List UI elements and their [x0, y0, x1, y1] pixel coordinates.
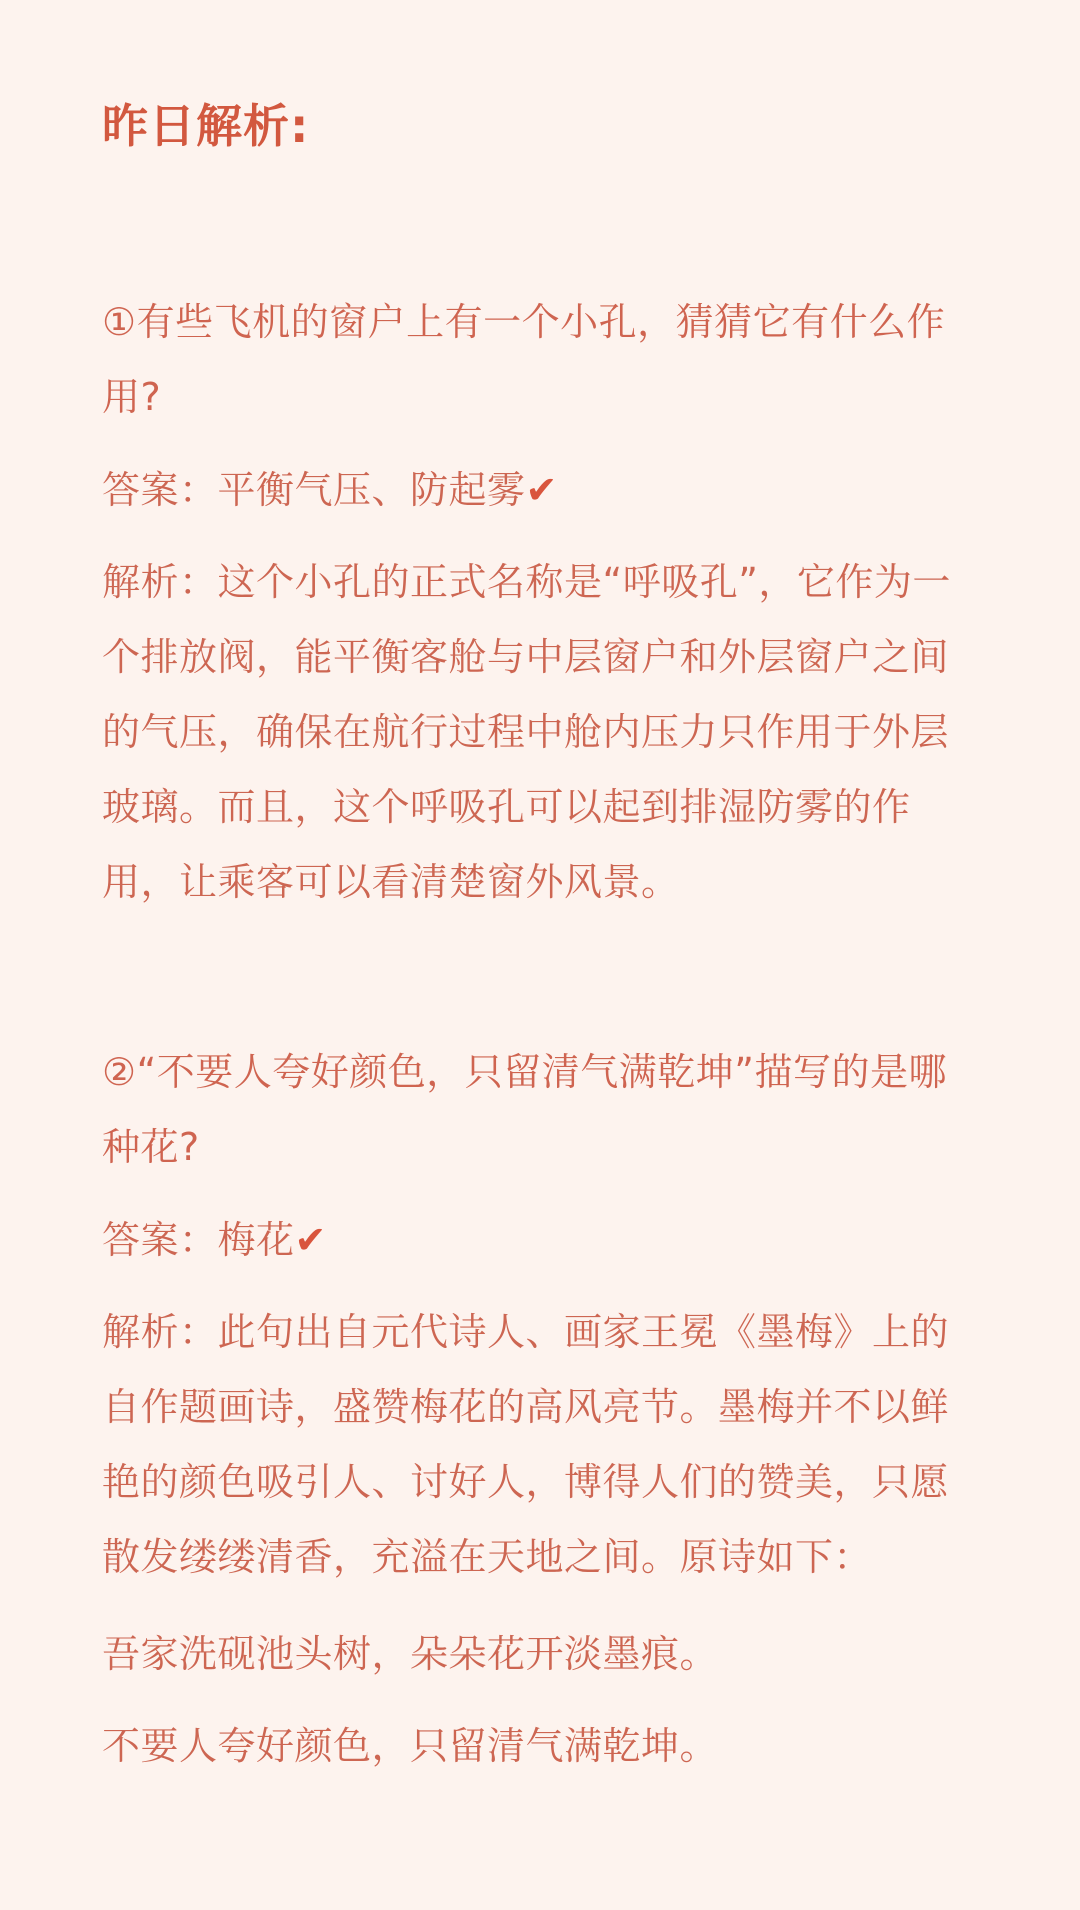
analysis-1-text: 解析：这个小孔的正式名称是“呼吸孔”，它作为一个排放阀，能平衡客舱与中层窗户和外层窗户之间的气压，确保在航行过程中舱内压力只作用于外层玻璃。而且，这个呼吸孔可以起到排湿防雾的作用，让乘客可以看清楚窗外风景。: [102, 560, 951, 904]
answer-2-text: 答案：梅花: [102, 1218, 295, 1262]
analysis-block-2: [102, 1295, 978, 1595]
analysis-block-1: [102, 545, 978, 920]
checkmark-icon: ✔: [525, 468, 558, 512]
page-title: 昨日解析:: [102, 99, 310, 153]
question-block-1: [102, 285, 978, 435]
answer-block-1: [102, 453, 978, 528]
answer-block-2: [102, 1203, 978, 1278]
answer-1: [102, 453, 978, 528]
answer-2: [102, 1203, 978, 1278]
question-block-2: [102, 1035, 978, 1185]
poem-line-2: 不要人夸好颜色，只留清气满乾坤。: [102, 1724, 719, 1768]
poem-line-1-block: [102, 1617, 978, 1692]
poem-line-2-block: [102, 1709, 978, 1784]
poem-line-1: 吾家洗砚池头树，朵朵花开淡墨痕。: [102, 1632, 719, 1676]
question-2-text: ②“不要人夸好颜色，只留清气满乾坤”描写的是哪种花?: [102, 1050, 947, 1169]
question-1-text: ①有些飞机的窗户上有一个小孔，猜猜它有什么作用?: [102, 300, 946, 419]
answer-1-text: 答案：平衡气压、防起雾: [102, 468, 526, 512]
checkmark-icon: ✔: [294, 1218, 327, 1262]
analysis-2-text: 解析：此句出自元代诗人、画家王冕《墨梅》上的自作题画诗，盛赞梅花的高风亮节。墨梅并不以鲜艳的颜色吸引人、讨好人，博得人们的赞美，只愿散发缕缕清香，充溢在天地之间。原诗如下：: [102, 1310, 950, 1579]
